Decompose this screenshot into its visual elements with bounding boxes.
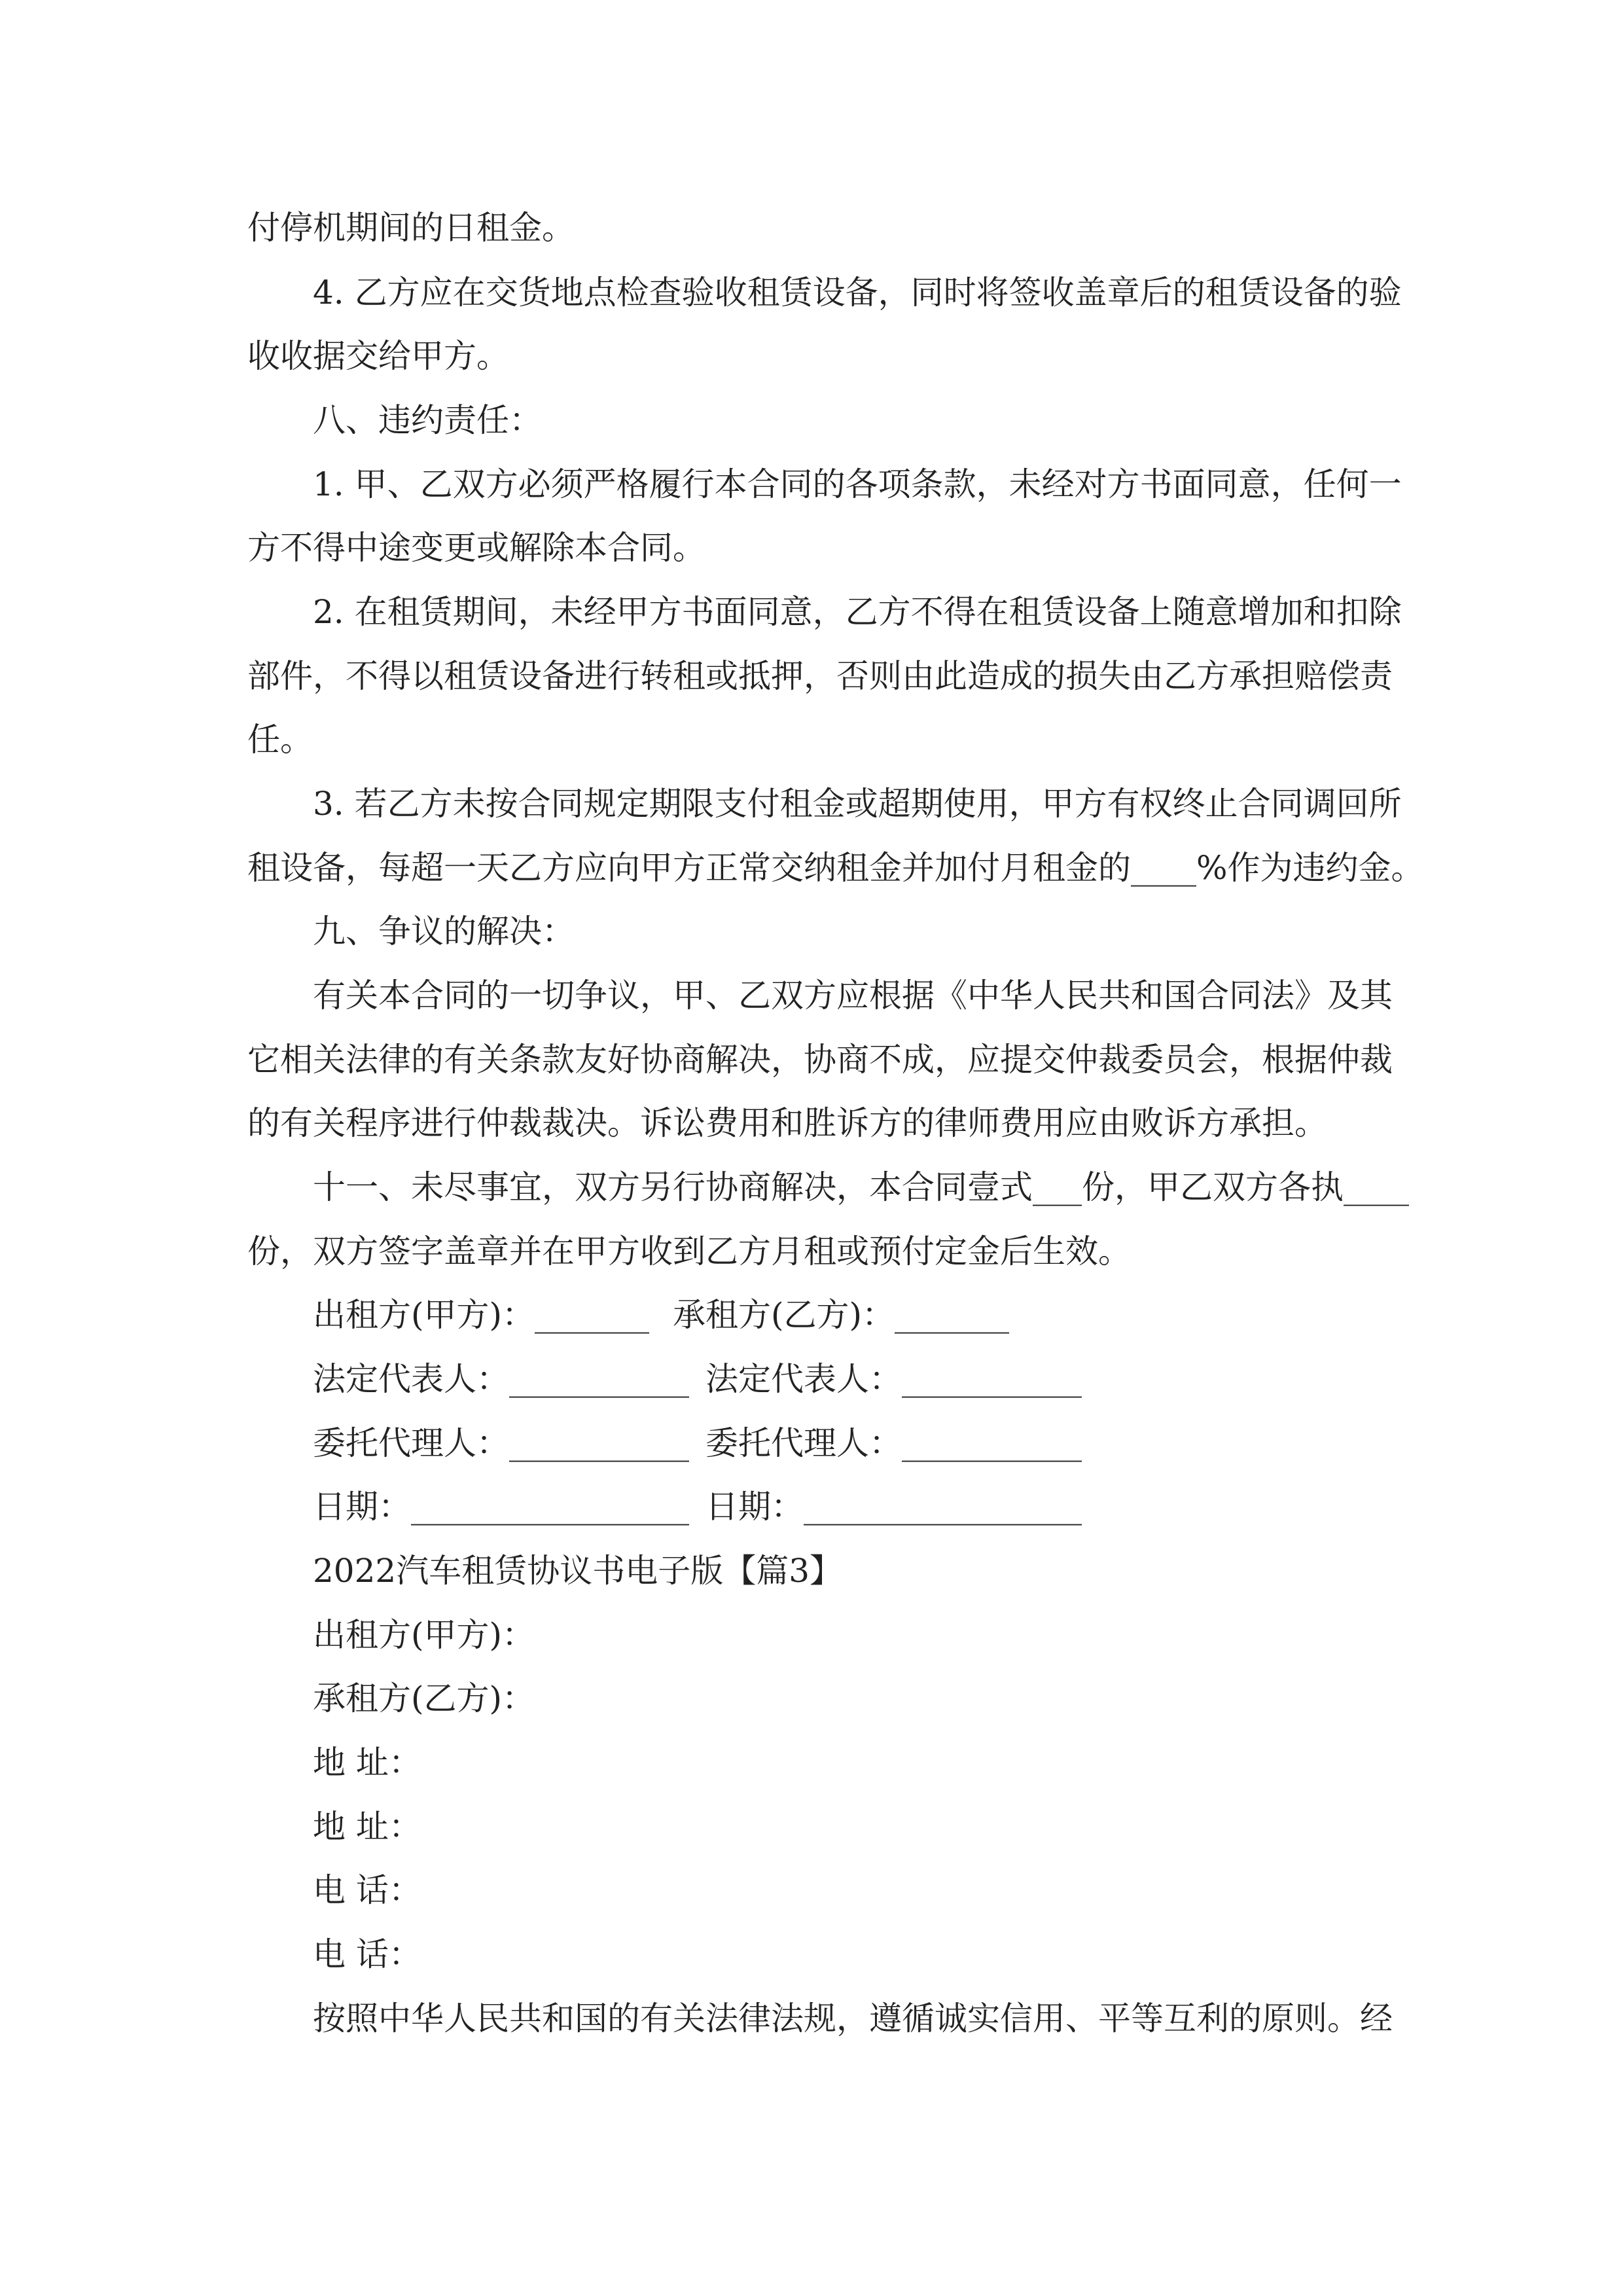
- paragraph-continuation: 付停机期间的日租金。: [247, 209, 575, 247]
- clause-8-2-end: 任。: [247, 721, 313, 759]
- lessee-date: 日期：_________________: [705, 1488, 1082, 1526]
- lessor-date: 日期：_________________: [313, 1488, 689, 1526]
- clause-9: 有关本合同的一切争议，甲、乙双方应根据《中华人民共和国合同法》及其: [313, 977, 1393, 1014]
- field-lessee: 承租方(乙方)：: [313, 1679, 535, 1717]
- lessee-representative: 法定代表人：___________: [705, 1360, 1082, 1398]
- clause-11-cont: 份，双方签字盖章并在甲方收到乙方月租或预付定金后生效。: [247, 1232, 1131, 1270]
- lessee-signature: 承租方(乙方)：_______: [673, 1296, 1010, 1334]
- clause-9-end: 的有关程序进行仲裁裁决。诉讼费用和胜诉方的律师费用应由败诉方承担。: [247, 1104, 1327, 1142]
- lessor-signature: 出租方(甲方)：_______: [313, 1296, 650, 1334]
- clause-11: 十一、未尽事宜，双方另行协商解决，本合同壹式___份，甲乙双方各执____: [313, 1168, 1409, 1206]
- clause-8-1-cont: 方不得中途变更或解除本合同。: [247, 529, 705, 567]
- clause-8-3-cont: 租设备，每超一天乙方应向甲方正常交纳租金并加付月租金的____%作为违约金。: [247, 849, 1424, 887]
- clause-8-2: 2. 在租赁期间，未经甲方书面同意，乙方不得在租赁设备上随意增加和扣除: [313, 593, 1402, 631]
- section-title: 2022汽车租赁协议书电子版【篇3】: [313, 1552, 843, 1590]
- clause-7-4-cont: 收收据交给甲方。: [247, 337, 509, 375]
- lessee-agent: 委托代理人：___________: [705, 1424, 1082, 1462]
- field-address-2: 地 址：: [313, 1808, 421, 1846]
- clause-8-1: 1. 甲、乙双方必须严格履行本合同的各项条款，未经对方书面同意，任何一: [313, 465, 1402, 503]
- field-phone-1: 电 话：: [313, 1871, 421, 1909]
- field-phone-2: 电 话：: [313, 1935, 421, 1973]
- clause-7-4: 4. 乙方应在交货地点检查验收租赁设备，同时将签收盖章后的租赁设备的验: [313, 274, 1402, 312]
- heading-dispute-resolution: 九、争议的解决：: [313, 912, 575, 950]
- field-address-1: 地 址：: [313, 1744, 421, 1782]
- clause-9-cont: 它相关法律的有关条款友好协商解决，协商不成，应提交仲裁委员会，根据仲裁: [247, 1041, 1393, 1079]
- lessor-representative: 法定代表人：___________: [313, 1360, 689, 1398]
- lessor-agent: 委托代理人：___________: [313, 1424, 689, 1462]
- closing-paragraph: 按照中华人民共和国的有关法律法规，遵循诚实信用、平等互利的原则。经: [313, 2000, 1393, 2037]
- clause-8-2-cont: 部件，不得以租赁设备进行转租或抵押，否则由此造成的损失由乙方承担赔偿责: [247, 657, 1393, 695]
- field-lessor: 出租方(甲方)：: [313, 1616, 535, 1654]
- clause-8-3: 3. 若乙方未按合同规定期限支付租金或超期使用，甲方有权终止合同调回所: [313, 785, 1402, 823]
- heading-breach-liability: 八、违约责任：: [313, 401, 542, 439]
